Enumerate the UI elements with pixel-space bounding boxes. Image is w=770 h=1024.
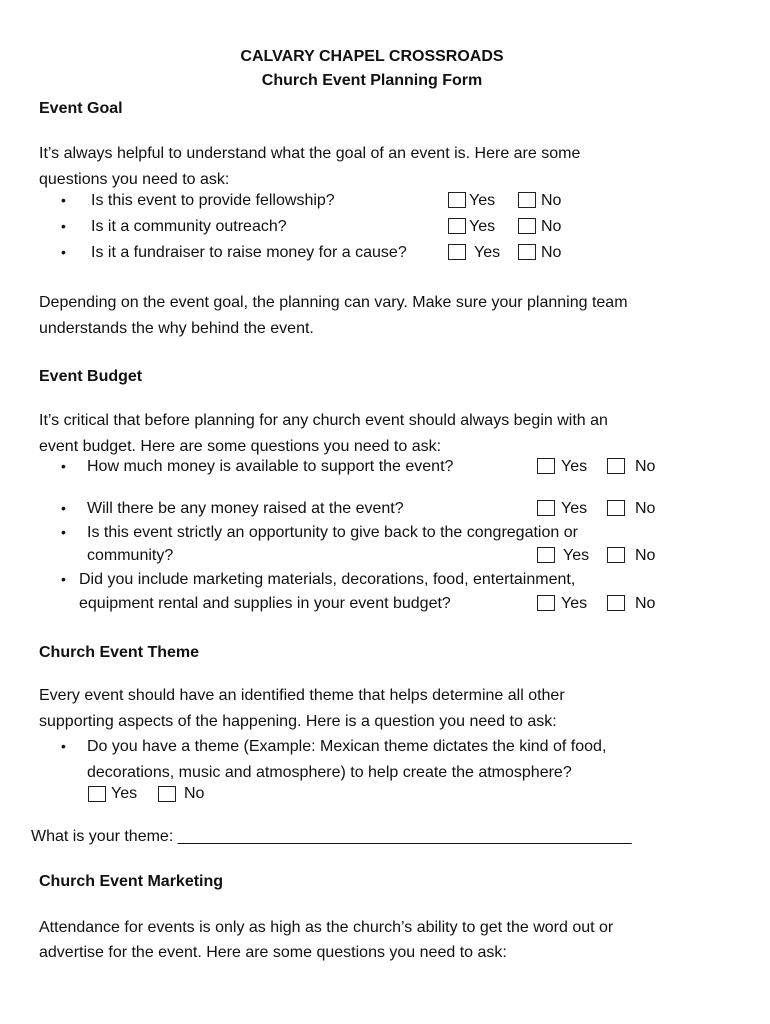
- marketing-intro-line1: Attendance for events is only as high as the church’s ability to get the word out or: [39, 919, 614, 936]
- bullet: •: [61, 244, 66, 260]
- theme-no-checkbox[interactable]: [158, 786, 176, 802]
- inclusions-no-label: No: [635, 595, 656, 612]
- fundraiser-yes-checkbox[interactable]: [448, 244, 466, 260]
- fellowship-no-checkbox[interactable]: [518, 192, 536, 208]
- theme-intro-line2: supporting aspects of the happening. Here is a question you need to ask:: [39, 713, 557, 730]
- bullet: •: [61, 524, 66, 540]
- money-raised-yes-checkbox[interactable]: [537, 500, 555, 516]
- bullet: •: [61, 218, 66, 234]
- give-back-no-label: No: [635, 547, 656, 564]
- section-heading-marketing: Church Event Marketing: [39, 873, 224, 890]
- budget-question-inclusions-line1: Did you include marketing materials, decorations, food, entertainment,: [79, 571, 576, 588]
- bullet: •: [61, 192, 66, 208]
- money-raised-no-label: No: [635, 500, 656, 517]
- theme-question-line1: Do you have a theme (Example: Mexican theme dictates the kind of food,: [87, 738, 607, 755]
- money-raised-yes-label: Yes: [561, 500, 588, 517]
- outreach-yes-label: Yes: [469, 218, 496, 235]
- budget-question-money-available: How much money is available to support the event?: [87, 458, 454, 475]
- fellowship-yes-label: Yes: [469, 192, 496, 209]
- outreach-no-checkbox[interactable]: [518, 218, 536, 234]
- give-back-yes-checkbox[interactable]: [537, 547, 555, 563]
- budget-question-give-back-line1: Is this event strictly an opportunity to give back to the congregation or: [87, 524, 578, 541]
- give-back-yes-label: Yes: [563, 547, 590, 564]
- goal-intro-line2: questions you need to ask:: [39, 171, 230, 188]
- goal-question-fundraiser: Is it a fundraiser to raise money for a cause?: [91, 244, 407, 261]
- money-available-yes-checkbox[interactable]: [537, 458, 555, 474]
- bullet: •: [61, 571, 66, 587]
- inclusions-yes-checkbox[interactable]: [537, 595, 555, 611]
- section-heading-goal: Event Goal: [39, 100, 123, 117]
- theme-question-line2: decorations, music and atmosphere) to help create the atmosphere?: [87, 764, 572, 781]
- budget-question-give-back-line2: community?: [87, 547, 174, 564]
- fundraiser-no-checkbox[interactable]: [518, 244, 536, 260]
- inclusions-no-checkbox[interactable]: [607, 595, 625, 611]
- goal-question-fellowship: Is this event to provide fellowship?: [91, 192, 335, 209]
- inclusions-yes-label: Yes: [561, 595, 588, 612]
- money-available-no-label: No: [635, 458, 656, 475]
- goal-outro-line1: Depending on the event goal, the planning can vary. Make sure your planning team: [39, 294, 628, 311]
- section-heading-theme: Church Event Theme: [39, 644, 200, 661]
- theme-yes-checkbox[interactable]: [88, 786, 106, 802]
- theme-no-label: No: [184, 785, 205, 802]
- theme-answer-field[interactable]: What is your theme: ___________________________________________________: [31, 828, 632, 845]
- fundraiser-no-label: No: [541, 244, 562, 261]
- bullet: •: [61, 458, 66, 474]
- goal-question-outreach: Is it a community outreach?: [91, 218, 287, 235]
- outreach-yes-checkbox[interactable]: [448, 218, 466, 234]
- bullet: •: [61, 500, 66, 516]
- money-available-no-checkbox[interactable]: [607, 458, 625, 474]
- theme-yes-label: Yes: [111, 785, 138, 802]
- goal-intro-line1: It’s always helpful to understand what the goal of an event is. Here are some: [39, 145, 581, 162]
- budget-intro-line2: event budget. Here are some questions you need to ask:: [39, 438, 442, 455]
- money-available-yes-label: Yes: [561, 458, 588, 475]
- form-title: Church Event Planning Form: [261, 72, 483, 89]
- budget-question-money-raised: Will there be any money raised at the event?: [87, 500, 404, 517]
- money-raised-no-checkbox[interactable]: [607, 500, 625, 516]
- budget-intro-line1: It’s critical that before planning for any church event should always begin with an: [39, 412, 608, 429]
- goal-outro-line2: understands the why behind the event.: [39, 320, 314, 337]
- budget-question-inclusions-line2: equipment rental and supplies in your event budget?: [79, 595, 451, 612]
- give-back-no-checkbox[interactable]: [607, 547, 625, 563]
- bullet: •: [61, 738, 66, 754]
- section-heading-budget: Event Budget: [39, 368, 143, 385]
- fellowship-no-label: No: [541, 192, 562, 209]
- fellowship-yes-checkbox[interactable]: [448, 192, 466, 208]
- theme-intro-line1: Every event should have an identified theme that helps determine all other: [39, 687, 565, 704]
- outreach-no-label: No: [541, 218, 562, 235]
- org-name: CALVARY CHAPEL CROSSROADS: [240, 48, 504, 65]
- marketing-intro-line2: advertise for the event. Here are some questions you need to ask:: [39, 944, 507, 961]
- fundraiser-yes-label: Yes: [474, 244, 501, 261]
